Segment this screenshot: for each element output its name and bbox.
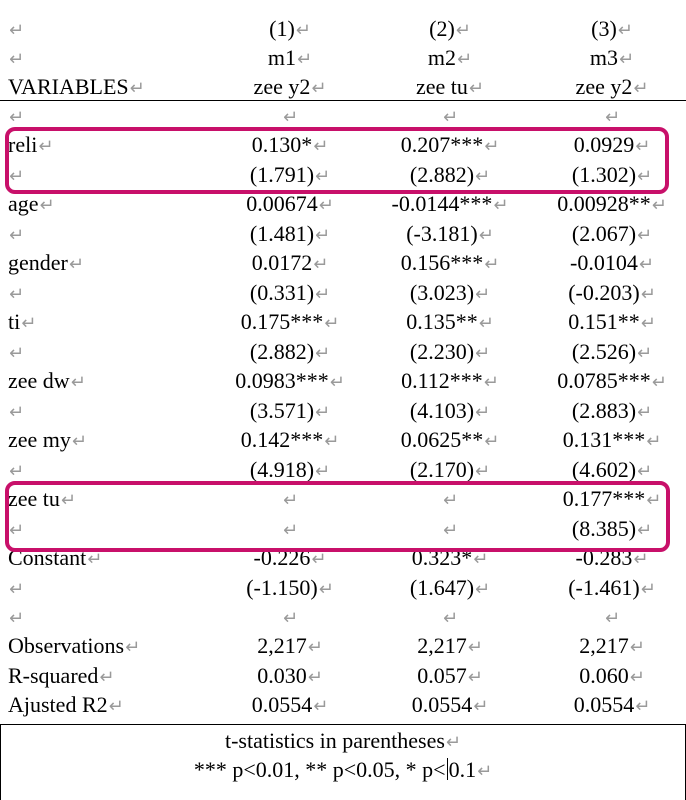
cell-text: reli <box>8 132 38 157</box>
model-1-cell <box>257 661 323 692</box>
paragraph-mark-icon: ↵ <box>629 667 645 688</box>
cell-text: (4.103) <box>409 398 475 423</box>
cell-text: (1.791) <box>249 162 315 187</box>
cell-text: (3.023) <box>409 280 475 305</box>
cell-text: (1.302) <box>571 162 637 187</box>
cell-text: zee tu <box>416 74 468 99</box>
paragraph-mark-icon: ↵ <box>329 372 345 393</box>
row-label-cell <box>8 573 24 604</box>
cell-text: 0.057 <box>417 663 467 688</box>
model-2-cell <box>410 396 490 427</box>
cell-text: -0.226 <box>253 545 311 570</box>
model-1-cell <box>250 337 330 368</box>
paragraph-mark-icon: ↵ <box>324 313 340 334</box>
paragraph-mark-icon: ↵ <box>493 195 509 216</box>
model-1-cell <box>252 690 329 721</box>
paragraph-mark-icon: ↵ <box>467 667 483 688</box>
model-2-cell <box>410 573 490 604</box>
paragraph-mark-icon: ↵ <box>307 637 323 658</box>
paragraph-mark-icon: ↵ <box>307 667 323 688</box>
table-row <box>0 278 686 307</box>
paragraph-mark-icon: ↵ <box>282 520 299 541</box>
table-row <box>0 455 686 484</box>
cell-text: (1) <box>269 16 295 41</box>
cell-text: 0.175*** <box>240 309 324 334</box>
paragraph-mark-icon: ↵ <box>484 254 500 275</box>
cell-text: 2,217 <box>579 633 629 658</box>
model-3-cell <box>579 631 645 662</box>
cell-text: zee dw <box>8 368 70 393</box>
model-1-cell <box>282 602 298 633</box>
cell-text: -0.283 <box>575 545 633 570</box>
cell-text: 0.060 <box>579 663 629 688</box>
table-row <box>0 366 686 395</box>
paragraph-mark-icon: ↵ <box>315 166 331 187</box>
paragraph-mark-icon: ↵ <box>635 696 651 717</box>
paragraph-mark-icon: ↵ <box>484 136 500 157</box>
cell-text: 0.135** <box>406 309 478 334</box>
table-row <box>0 396 686 425</box>
notes-line-1 <box>0 726 686 757</box>
model-3-cell <box>572 337 652 368</box>
model-3-cell <box>570 248 654 279</box>
cell-text: age <box>8 191 39 216</box>
paragraph-mark-icon: ↵ <box>640 313 656 334</box>
paragraph-mark-icon: ↵ <box>9 166 25 187</box>
cell-text: m1 <box>267 45 297 70</box>
model-2-cell <box>410 337 490 368</box>
model-1-cell <box>241 307 340 338</box>
cell-text: zee y2 <box>253 74 311 99</box>
cell-text: -0.0104 <box>570 250 638 275</box>
table-row <box>0 307 686 336</box>
cell-text: 0.0929 <box>573 132 635 157</box>
model-3-cell <box>568 278 656 309</box>
paragraph-mark-icon: ↵ <box>633 78 649 99</box>
paragraph-mark-icon: ↵ <box>475 343 491 364</box>
paragraph-mark-icon: ↵ <box>468 78 484 99</box>
paragraph-mark-icon: ↵ <box>125 637 141 658</box>
paragraph-mark-icon: ↵ <box>475 402 491 423</box>
model-1-cell <box>250 219 330 250</box>
model-1-cell <box>269 14 311 45</box>
cell-text: R-squared <box>8 663 99 688</box>
text-cursor[interactable] <box>447 758 448 780</box>
cell-text: zee y2 <box>575 74 633 99</box>
row-label-cell <box>8 602 24 633</box>
cell-text: 0.131*** <box>562 427 646 452</box>
cell-text: 2,217 <box>417 633 467 658</box>
header-rule <box>0 100 686 101</box>
paragraph-mark-icon: ↵ <box>9 461 25 482</box>
paragraph-mark-icon: ↵ <box>313 696 329 717</box>
cell-text: (3.571) <box>249 398 315 423</box>
paragraph-mark-icon: ↵ <box>315 343 331 364</box>
table-row <box>0 631 686 660</box>
paragraph-mark-icon: ↵ <box>297 49 313 70</box>
table-row <box>0 248 686 277</box>
paragraph-mark-icon: ↵ <box>640 579 656 600</box>
paragraph-mark-icon: ↵ <box>38 136 54 157</box>
notes-text-1: t-statistics in parentheses <box>224 728 445 753</box>
paragraph-mark-icon: ↵ <box>646 431 662 452</box>
paragraph-mark-icon: ↵ <box>473 549 489 570</box>
row-label-cell <box>8 425 87 456</box>
paragraph-mark-icon: ↵ <box>282 107 299 128</box>
paragraph-mark-icon: ↵ <box>651 372 667 393</box>
paragraph-mark-icon: ↵ <box>629 637 645 658</box>
cell-text: (1.647) <box>409 575 475 600</box>
paragraph-mark-icon: ↵ <box>475 284 491 305</box>
cell-text: 0.030 <box>257 663 307 688</box>
paragraph-mark-icon: ↵ <box>442 520 459 541</box>
paragraph-mark-icon: ↵ <box>619 49 635 70</box>
table-row <box>0 425 686 454</box>
paragraph-mark-icon: ↵ <box>637 225 653 246</box>
bottom-rule <box>0 724 686 725</box>
paragraph-mark-icon: ↵ <box>311 78 327 99</box>
paragraph-mark-icon: ↵ <box>318 579 334 600</box>
paragraph-mark-icon: ↵ <box>9 608 25 629</box>
paragraph-mark-icon: ↵ <box>87 549 103 570</box>
paragraph-mark-icon: ↵ <box>315 402 331 423</box>
cell-text: 0.0983*** <box>235 368 329 393</box>
paragraph-mark-icon: ↵ <box>477 761 493 782</box>
paragraph-mark-icon: ↵ <box>617 20 633 41</box>
paragraph-mark-icon: ↵ <box>311 549 327 570</box>
paragraph-mark-icon: ↵ <box>483 372 499 393</box>
cell-text: m3 <box>589 45 619 70</box>
model-3-cell <box>574 690 651 721</box>
cell-text: (2.882) <box>409 162 475 187</box>
cell-text: (8.385) <box>571 516 637 541</box>
cell-text: (2.067) <box>571 221 637 246</box>
paragraph-mark-icon: ↵ <box>60 490 76 511</box>
paragraph-mark-icon: ↵ <box>39 195 55 216</box>
paragraph-mark-icon: ↵ <box>21 313 37 334</box>
cell-text: (-0.203) <box>568 280 640 305</box>
table-row <box>0 14 686 43</box>
model-3-cell <box>572 219 652 250</box>
model-3-cell <box>568 573 656 604</box>
paragraph-mark-icon: ↵ <box>640 284 656 305</box>
row-label-cell <box>8 14 24 45</box>
cell-text: 0.130* <box>251 132 313 157</box>
row-label-cell <box>8 337 24 368</box>
paragraph-mark-icon: ↵ <box>315 461 331 482</box>
cell-text: (-1.461) <box>568 575 640 600</box>
paragraph-mark-icon: ↵ <box>315 225 331 246</box>
paragraph-mark-icon: ↵ <box>457 49 473 70</box>
row-label-cell <box>8 72 145 103</box>
paragraph-mark-icon: ↵ <box>475 166 491 187</box>
paragraph-mark-icon: ↵ <box>9 343 25 364</box>
table-row <box>0 219 686 248</box>
cell-text: Ajusted R2 <box>8 692 108 717</box>
paragraph-mark-icon: ↵ <box>638 254 654 275</box>
model-1-cell <box>250 278 330 309</box>
paragraph-mark-icon: ↵ <box>295 20 311 41</box>
model-2-cell <box>428 43 472 74</box>
row-label-cell <box>8 219 24 250</box>
model-3-cell <box>557 366 667 397</box>
paragraph-mark-icon: ↵ <box>313 136 329 157</box>
paragraph-mark-icon: ↵ <box>70 372 86 393</box>
highlight-box-reli <box>5 127 669 194</box>
model-2-cell <box>417 661 483 692</box>
cell-text: Observations <box>8 633 125 658</box>
model-2-cell <box>401 248 500 279</box>
paragraph-mark-icon: ↵ <box>442 490 459 511</box>
paragraph-mark-icon: ↵ <box>9 49 25 70</box>
model-2-cell <box>406 307 494 338</box>
paragraph-mark-icon: ↵ <box>635 136 651 157</box>
paragraph-mark-icon: ↵ <box>478 225 494 246</box>
table-row <box>0 602 686 631</box>
row-label-cell <box>8 366 86 397</box>
paragraph-mark-icon: ↵ <box>637 166 653 187</box>
paragraph-mark-icon: ↵ <box>442 107 459 128</box>
paragraph-mark-icon: ↵ <box>445 732 462 753</box>
table-row <box>0 72 686 101</box>
cell-text: 0.00674 <box>246 191 318 216</box>
paragraph-mark-icon: ↵ <box>651 195 667 216</box>
model-1-cell <box>235 366 345 397</box>
model-2-cell <box>416 72 484 103</box>
model-3-cell <box>590 43 634 74</box>
paragraph-mark-icon: ↵ <box>475 579 491 600</box>
cell-text: 2,217 <box>257 633 307 658</box>
paragraph-mark-icon: ↵ <box>637 402 653 423</box>
cell-text: (3) <box>591 16 617 41</box>
model-1-cell <box>268 43 312 74</box>
model-2-cell <box>442 602 458 633</box>
model-2-cell <box>401 366 499 397</box>
cell-text: 0.156*** <box>400 250 484 275</box>
row-label-cell <box>8 661 115 692</box>
model-2-cell <box>412 690 489 721</box>
table-row <box>0 101 686 130</box>
cell-text: (2.526) <box>571 339 637 364</box>
paragraph-mark-icon: ↵ <box>467 637 483 658</box>
cell-text: (2.882) <box>249 339 315 364</box>
model-1-cell <box>252 248 329 279</box>
cell-text: (4.602) <box>571 457 637 482</box>
paragraph-mark-icon: ↵ <box>313 254 329 275</box>
cell-text: 0.0625** <box>400 427 484 452</box>
paragraph-mark-icon: ↵ <box>9 225 25 246</box>
paragraph-mark-icon: ↵ <box>9 284 25 305</box>
cell-text: (-3.181) <box>406 221 478 246</box>
model-3-cell <box>591 14 633 45</box>
row-label-cell <box>8 278 24 309</box>
model-1-cell <box>246 573 334 604</box>
cell-text: 0.177*** <box>562 486 646 511</box>
model-1-cell <box>254 72 327 103</box>
cell-text: (2) <box>429 16 455 41</box>
row-label-cell <box>8 396 24 427</box>
cell-text: (2.883) <box>571 398 637 423</box>
cell-text: (4.918) <box>249 457 315 482</box>
paragraph-mark-icon: ↵ <box>9 520 25 541</box>
cell-text: 0.142*** <box>240 427 324 452</box>
paragraph-mark-icon: ↵ <box>604 107 621 128</box>
paragraph-mark-icon: ↵ <box>484 431 500 452</box>
paragraph-mark-icon: ↵ <box>282 490 299 511</box>
cell-text: (2.170) <box>409 457 475 482</box>
row-label-cell <box>8 43 24 74</box>
table-row <box>0 661 686 690</box>
paragraph-mark-icon: ↵ <box>108 696 124 717</box>
paragraph-mark-icon: ↵ <box>637 461 653 482</box>
model-3-cell <box>572 396 652 427</box>
paragraph-mark-icon: ↵ <box>129 78 145 99</box>
paragraph-mark-icon: ↵ <box>9 20 25 41</box>
paragraph-mark-icon: ↵ <box>646 490 662 511</box>
model-3-cell <box>576 72 649 103</box>
cell-text: 0.323* <box>411 545 473 570</box>
cell-text: (-1.150) <box>246 575 318 600</box>
cell-text: m2 <box>427 45 457 70</box>
paragraph-mark-icon: ↵ <box>315 284 331 305</box>
cell-text: -0.0144*** <box>391 191 493 216</box>
paragraph-mark-icon: ↵ <box>282 608 299 629</box>
paragraph-mark-icon: ↵ <box>637 520 653 541</box>
notes-text-2b: 0.1 <box>448 757 477 782</box>
cell-text: (2.230) <box>409 339 475 364</box>
model-2-cell <box>417 631 483 662</box>
paragraph-mark-icon: ↵ <box>633 549 649 570</box>
paragraph-mark-icon: ↵ <box>637 343 653 364</box>
notes-text-2a: *** p<0.01, ** p<0.05, * p< <box>193 757 446 782</box>
model-2-cell <box>429 14 471 45</box>
paragraph-mark-icon: ↵ <box>318 195 334 216</box>
model-2-cell <box>410 278 490 309</box>
row-label-cell <box>8 690 124 721</box>
paragraph-mark-icon: ↵ <box>68 254 84 275</box>
cell-text: VARIABLES <box>8 74 129 99</box>
paragraph-mark-icon: ↵ <box>9 402 25 423</box>
cell-text: (1.481) <box>249 221 315 246</box>
model-3-cell <box>563 425 662 456</box>
table-row <box>0 690 686 719</box>
paragraph-mark-icon: ↵ <box>442 608 459 629</box>
model-3-cell <box>568 307 656 338</box>
cell-text: zee my <box>8 427 71 452</box>
cell-text: 0.112*** <box>401 368 483 393</box>
paragraph-mark-icon: ↵ <box>324 431 340 452</box>
model-1-cell <box>241 425 340 456</box>
model-1-cell <box>257 631 323 662</box>
paragraph-mark-icon: ↵ <box>9 579 25 600</box>
model-1-cell <box>250 396 330 427</box>
table-row <box>0 337 686 366</box>
cell-text: 0.151** <box>568 309 640 334</box>
cell-text: 0.0554 <box>573 692 635 717</box>
paragraph-mark-icon: ↵ <box>473 696 489 717</box>
cell-text: 0.0785*** <box>557 368 651 393</box>
paragraph-mark-icon: ↵ <box>604 608 621 629</box>
table-row <box>0 43 686 72</box>
model-2-cell <box>401 425 500 456</box>
notes-line-2 <box>0 755 686 786</box>
row-label-cell <box>8 248 84 279</box>
cell-text: Constant <box>8 545 87 570</box>
cell-text: gender <box>8 250 68 275</box>
table-row <box>0 573 686 602</box>
cell-text: (0.331) <box>249 280 315 305</box>
model-3-cell <box>604 602 620 633</box>
cell-text: zee tu <box>8 486 60 511</box>
paragraph-mark-icon: ↵ <box>99 667 115 688</box>
paragraph-mark-icon: ↵ <box>475 461 491 482</box>
paragraph-mark-icon: ↵ <box>71 431 87 452</box>
cell-text: 0.0172 <box>251 250 313 275</box>
cell-text: 0.00928** <box>557 191 651 216</box>
paragraph-mark-icon: ↵ <box>455 20 471 41</box>
paragraph-mark-icon: ↵ <box>9 107 25 128</box>
paragraph-mark-icon: ↵ <box>478 313 494 334</box>
highlight-box-zee-tu <box>5 481 670 552</box>
row-label-cell <box>8 631 140 662</box>
row-label-cell <box>8 307 36 338</box>
cell-text: 0.207*** <box>400 132 484 157</box>
model-3-cell <box>579 661 645 692</box>
cell-text: 0.0554 <box>411 692 473 717</box>
cell-text: ti <box>8 309 21 334</box>
cell-text: 0.0554 <box>251 692 313 717</box>
model-2-cell <box>406 219 494 250</box>
